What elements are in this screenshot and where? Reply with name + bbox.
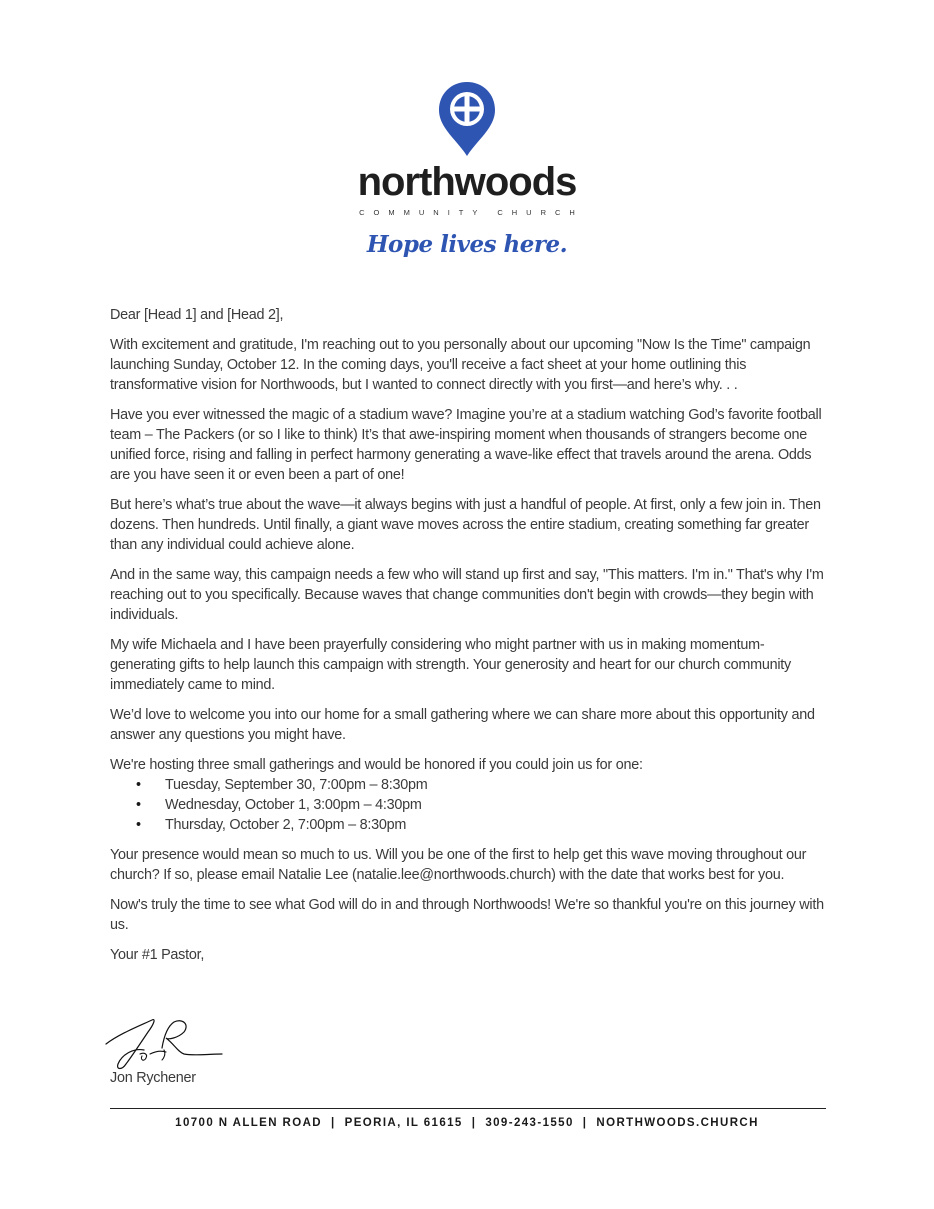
tagline: Hope lives here. <box>366 231 568 258</box>
paragraph: Now's truly the time to see what God will do in and through Northwoods! We're so thankful you're on this journey with us. <box>110 897 824 933</box>
footer-separator: | <box>331 1117 336 1129</box>
paragraph: We’d love to welcome you into our home for a small gathering where we can share more about this opportunity and answer any questions you might have. <box>110 707 815 743</box>
paragraph: With excitement and gratitude, I'm reaching out to you personally about our upcoming "Now Is the Time" campaign launching Sunday, October 12. In the coming days, you'll receive a fact sheet at your home outlining this transformative vision for Northwoods, but I wanted to connect directly with you first—and here’s why. . . <box>110 337 811 393</box>
signer-name: Jon Rychener <box>110 1070 196 1086</box>
footer-contact <box>0 1117 934 1129</box>
signoff: Your #1 Pastor, <box>110 947 205 963</box>
logo-wordmark: northwoods <box>357 160 577 204</box>
paragraph: And in the same way, this campaign needs a few who will stand up first and say, "This matters. I'm in." That's why I'm reaching out to you specifically. Because waves that change communities don't begin with crowds—they begin with individuals. <box>110 567 824 623</box>
footer-separator: | <box>582 1117 588 1129</box>
footer-separator: | <box>471 1117 477 1129</box>
footer-website: NORTHWOODS.CHURCH <box>596 1117 759 1129</box>
paragraph: My wife Michaela and I have been prayerfully considering who might partner with us in making momentum-generating gifts to help launch this campaign with strength. Your generosity and heart for our church community immediately came to mind. <box>110 637 791 693</box>
paragraph: But here’s what’s true about the wave—it always begins with just a handful of people. At first, only a few join in. Then dozens. Then hundreds. Until finally, a giant wave moves across the entire stadium, creating something far greater than any individual could achieve alone. <box>110 497 821 553</box>
logo-subtitle: COMMUNITY CHURCH <box>359 208 584 217</box>
footer-divider <box>110 1108 826 1109</box>
handwritten-signature <box>104 1014 229 1074</box>
paragraph: Your presence would mean so much to us. Will you be one of the first to help get this wave moving throughout our church? If so, please email Natalie Lee (natalie.lee@northwoods.church) with the date that works best for you. <box>110 847 807 883</box>
location-pin-cross-icon <box>437 80 497 158</box>
salutation: Dear [Head 1] and [Head 2], <box>110 307 284 323</box>
letterhead <box>0 80 934 258</box>
list-item: • Wednesday, October 1, 3:00pm – 4:30pm <box>110 795 826 815</box>
footer-address: 10700 N ALLEN ROAD <box>175 1117 323 1129</box>
footer-city: PEORIA, IL 61615 <box>344 1117 463 1129</box>
list-item: • Thursday, October 2, 7:00pm – 8:30pm <box>110 815 826 835</box>
list-item: • Tuesday, September 30, 7:00pm – 8:30pm <box>110 775 826 795</box>
paragraph: Have you ever witnessed the magic of a stadium wave? Imagine you’re at a stadium watching God’s favorite football team – The Packers (or so I like to think) It’s that awe-inspiring moment when thousands of strangers become one unified force, rising and falling in perfect harmony generating a wave-like effect that travels around the arena. Odds are you have seen it or even been a part of one! <box>110 407 822 483</box>
letter-body <box>110 305 826 975</box>
gatherings-intro: We're hosting three small gatherings and would be honored if you could join us for one: <box>110 757 643 773</box>
gatherings-list <box>110 775 826 835</box>
footer-phone: 309-243-1550 <box>485 1117 574 1129</box>
